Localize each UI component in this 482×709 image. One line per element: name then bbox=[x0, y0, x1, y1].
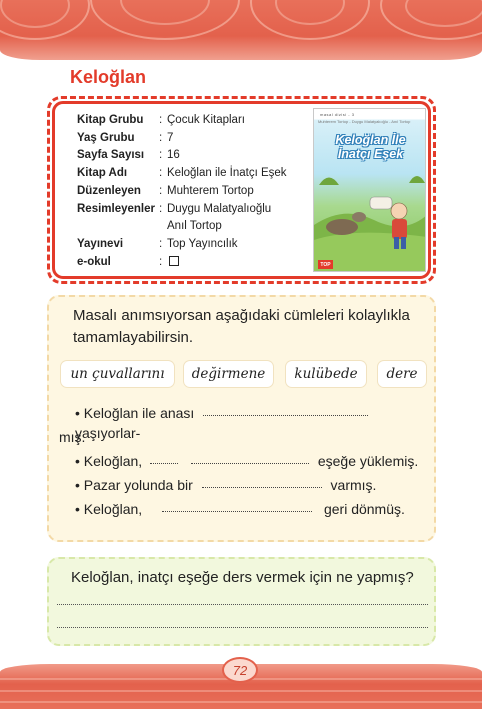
info-separator: : bbox=[159, 149, 163, 162]
exercise-instruction: Masalı anımsıyorsan aşağıdaki cümleleri kolaylıkla tamamlayabilirsin. bbox=[73, 307, 410, 346]
info-label: Kitap Grubu bbox=[77, 114, 144, 126]
info-separator: : bbox=[159, 167, 163, 180]
sentence-start: Keloğlan ile anası bbox=[83, 405, 195, 421]
info-label: Düzenleyen bbox=[77, 184, 141, 197]
sentence-cont: mış. bbox=[59, 429, 86, 445]
sentence-start: Keloğlan, bbox=[83, 501, 143, 517]
info-separator: : bbox=[159, 114, 163, 126]
info-row-group bbox=[77, 112, 287, 130]
info-row-publisher bbox=[77, 236, 287, 254]
info-value: Çocuk Kitapları bbox=[167, 114, 245, 126]
info-label bbox=[77, 218, 159, 236]
info-label: Resimleyenler bbox=[77, 202, 155, 215]
eokul-checkbox[interactable] bbox=[169, 256, 179, 266]
cover-series: masal dizisi - 3 bbox=[320, 112, 355, 117]
fill-sentence-continued bbox=[59, 427, 85, 447]
info-value: Top Yayıncılık bbox=[167, 237, 238, 250]
info-row-eokul bbox=[77, 254, 287, 272]
fill-sentence bbox=[75, 499, 430, 519]
info-separator-blank bbox=[159, 218, 167, 236]
info-value: Anıl Tortop bbox=[167, 220, 222, 233]
sentence-start: Pazar yolunda bir bbox=[83, 477, 193, 493]
info-separator: : bbox=[159, 131, 163, 144]
answer-blank[interactable] bbox=[162, 508, 312, 512]
book-info-card bbox=[47, 96, 436, 284]
fill-sentence bbox=[75, 451, 430, 471]
info-separator: : bbox=[159, 237, 163, 250]
info-row-age bbox=[77, 130, 287, 148]
answer-blank[interactable] bbox=[150, 460, 178, 464]
info-separator: : bbox=[159, 202, 163, 215]
info-label: e-okul bbox=[77, 255, 111, 268]
info-value: Muhterem Tortop bbox=[167, 184, 254, 197]
bullet: • bbox=[75, 405, 80, 421]
fill-sentence bbox=[75, 403, 430, 443]
book-info-table bbox=[77, 112, 287, 271]
word-option: değirmene bbox=[184, 361, 273, 387]
answer-line[interactable] bbox=[57, 627, 428, 628]
info-label: Kitap Adı bbox=[77, 167, 128, 180]
cover-illustration bbox=[314, 165, 426, 272]
book-cover-image bbox=[313, 108, 426, 272]
fill-sentence bbox=[75, 475, 430, 495]
cover-title-line1: Keloğlan İle bbox=[335, 133, 406, 147]
info-value: 7 bbox=[167, 131, 174, 144]
info-label: Yaş Grubu bbox=[77, 131, 135, 144]
info-label: Sayfa Sayısı bbox=[77, 149, 145, 162]
question-card bbox=[47, 557, 436, 646]
sentence-end: yaşıyorlar- bbox=[75, 425, 141, 441]
info-value: Duygu Malatyalıoğlu bbox=[167, 202, 272, 215]
page-title: Keloğlan bbox=[70, 67, 147, 87]
info-row-pages bbox=[77, 147, 287, 165]
exercise-card bbox=[47, 295, 436, 542]
info-separator: : bbox=[159, 255, 163, 268]
word-option: dere bbox=[378, 361, 426, 387]
answer-blank[interactable] bbox=[202, 484, 322, 488]
info-row-illustrators-cont bbox=[77, 218, 287, 236]
sentence-end: geri dönmüş. bbox=[323, 501, 405, 517]
cover-title bbox=[314, 133, 426, 161]
publisher-logo: TOP bbox=[318, 260, 333, 269]
info-row-editor bbox=[77, 183, 287, 201]
question-text: Keloğlan, inatçı eşeğe ders vermek için ne yapmış? bbox=[71, 569, 414, 586]
info-value: Keloğlan ile İnatçı Eşek bbox=[167, 167, 287, 180]
info-row-title bbox=[77, 165, 287, 183]
word-option: un çuvallarını bbox=[61, 361, 174, 387]
bullet: • bbox=[75, 453, 80, 469]
wood-header-decoration bbox=[0, 0, 482, 60]
info-value: 16 bbox=[167, 149, 180, 162]
sentence-end: varmış. bbox=[330, 477, 377, 493]
info-row-illustrators bbox=[77, 201, 287, 219]
bullet: • bbox=[75, 501, 80, 517]
cover-authors: Muhterem Tortop - Duygu Malatyalıoğlu - Anıl Tortop bbox=[318, 119, 411, 124]
cover-title-line2: İnatçı Eşek bbox=[337, 147, 404, 161]
answer-line[interactable] bbox=[57, 604, 428, 605]
sentence-end: eşeğe yüklemiş. bbox=[317, 453, 419, 469]
info-value bbox=[167, 254, 179, 272]
answer-blank[interactable] bbox=[203, 412, 368, 416]
answer-blank[interactable] bbox=[191, 460, 309, 464]
sentence-start: Keloğlan, bbox=[83, 453, 143, 469]
bullet: • bbox=[75, 477, 80, 493]
info-label: Yayınevi bbox=[77, 237, 124, 250]
word-option: kulübede bbox=[286, 361, 366, 387]
info-separator: : bbox=[159, 184, 163, 197]
page-number: 72 bbox=[222, 657, 258, 683]
